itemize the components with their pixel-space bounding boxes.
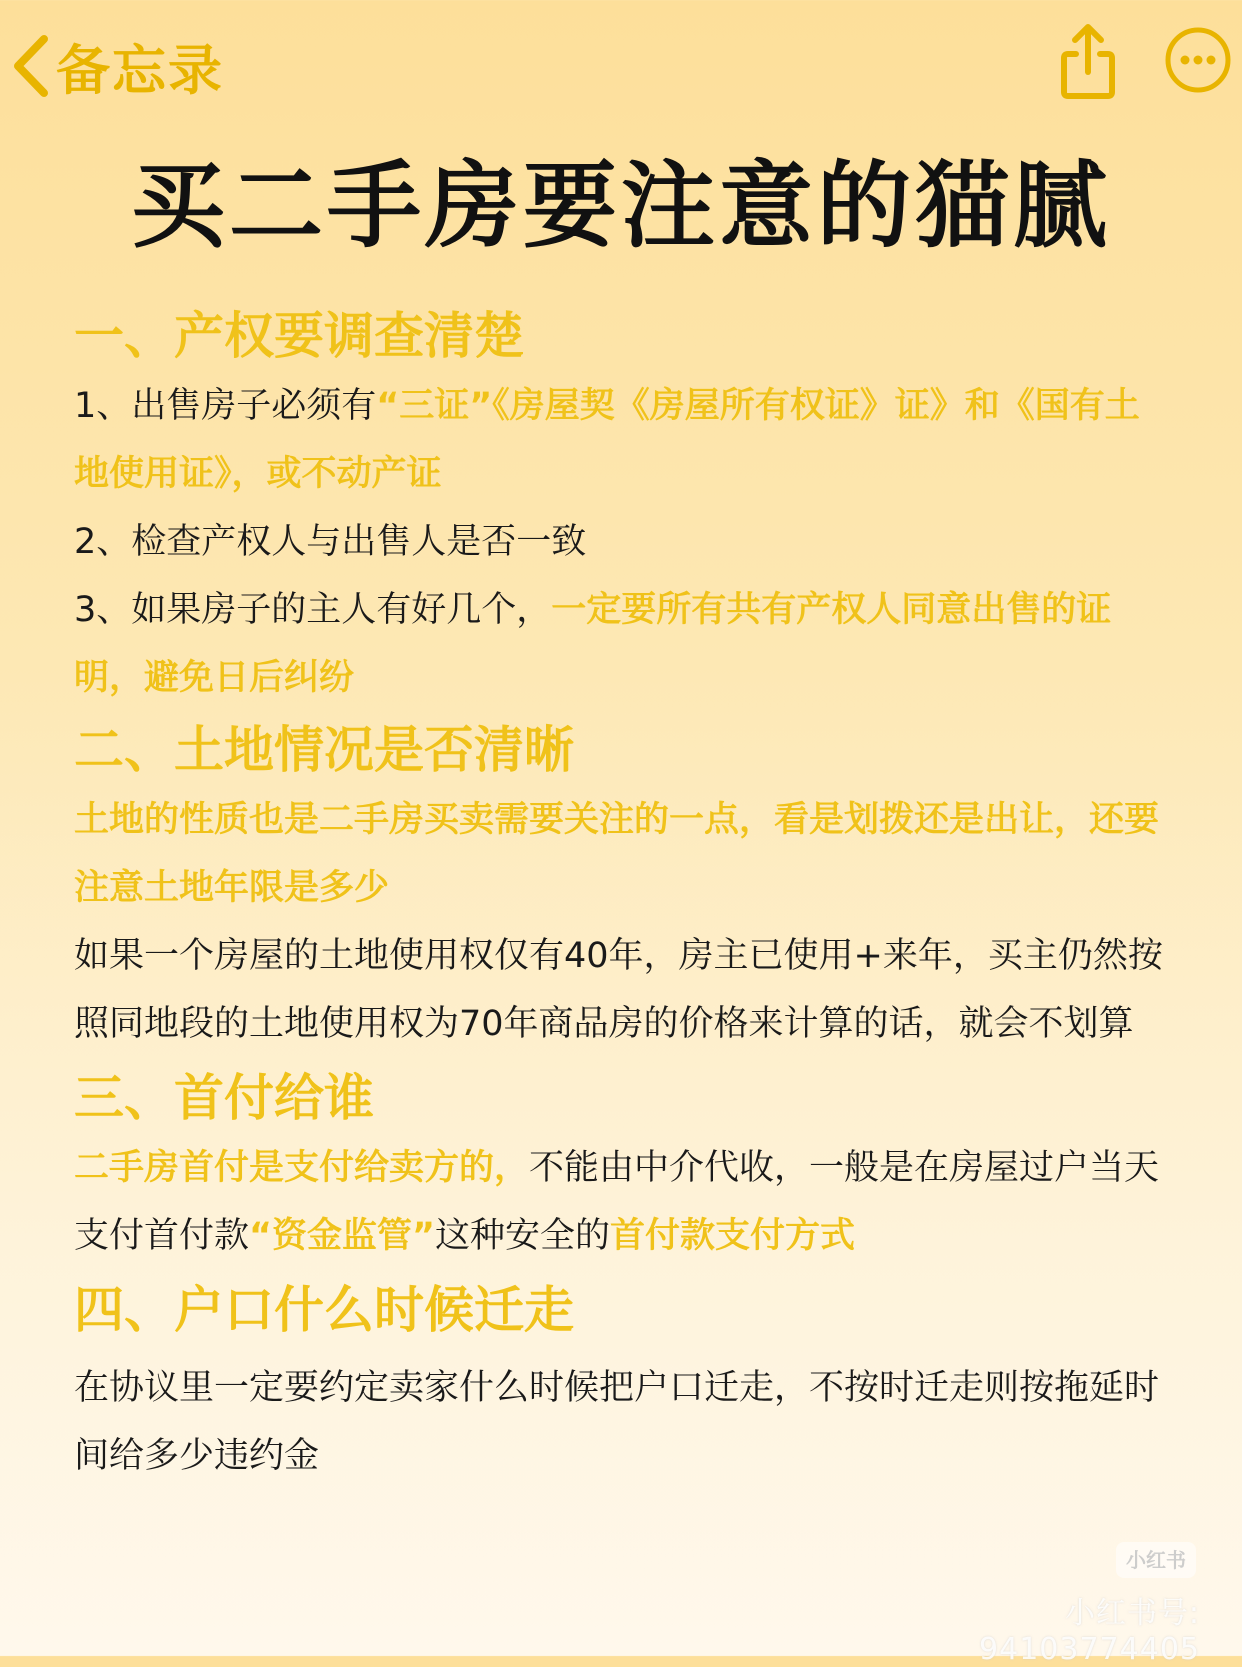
section-1-point-3 (74, 576, 1174, 712)
section-heading-4: 四、户口什么时候迁走 (74, 1281, 574, 1339)
section-heading-1: 一、产权要调查清楚 (74, 307, 524, 365)
note-title: 买二手房要注意的猫腻 (130, 152, 1111, 261)
share-icon (1056, 20, 1120, 100)
more-button[interactable] (1164, 26, 1232, 94)
section-2-highlight-paragraph: 土地的性质也是二手房买卖需要关注的一点，看是划拨还是出让，还要注意土地年限是多少 (74, 800, 1160, 908)
back-label: 备忘录 (56, 38, 224, 102)
section-3-paragraph (74, 1134, 1174, 1270)
section-3-text-d: 这种安全的 (435, 1216, 611, 1256)
top-nav-bar (0, 0, 1242, 130)
watermark-logo: 小红书 (1116, 1542, 1196, 1578)
chevron-left-icon (8, 31, 52, 101)
point-3-text: 3、如果房子的主人有好几个， (74, 590, 552, 630)
point-1-highlight: “三证”《房屋契《房屋所有权证》证》和《国有土地使用证》，或不动产证 (74, 386, 1140, 494)
section-4-paragraph: 在协议里一定要约定卖家什么时候把户口迁走，不按时迁走则按拖延时间给多少违约金 (74, 1368, 1160, 1476)
section-heading-2: 二、土地情况是否清晰 (74, 721, 574, 779)
section-3-text-b: 不能由中介代收，一般是在房屋过户当天支付首付款 (74, 1148, 1160, 1256)
point-3-highlight: 一定要所有共有产权人同意出售的证明，避免日后纠纷 (74, 590, 1112, 698)
section-3-highlight-e: 首付款支付方式 (610, 1216, 856, 1256)
watermark-id: 小红书号: 94103774405 (979, 1596, 1200, 1667)
section-3-highlight-a: 二手房首付是支付给卖方的， (74, 1148, 530, 1188)
note-body (74, 300, 1174, 1490)
back-button[interactable] (8, 28, 224, 104)
section-3-highlight-c: “资金监管” (249, 1216, 436, 1256)
point-1-text: 1、出售房子必须有 (74, 386, 377, 426)
section-1-point-2: 2、检查产权人与出售人是否一致 (74, 522, 587, 562)
section-2-paragraph: 如果一个房屋的土地使用权仅有40年，房主已使用+来年，买主仍然按照同地段的土地使用权为70年商品房的价格来计算的话，就会不划算 (74, 936, 1163, 1044)
section-heading-3: 三、首付给谁 (74, 1069, 374, 1127)
section-1-point-1 (74, 372, 1174, 508)
share-button[interactable] (1056, 20, 1120, 100)
more-icon (1164, 26, 1232, 94)
